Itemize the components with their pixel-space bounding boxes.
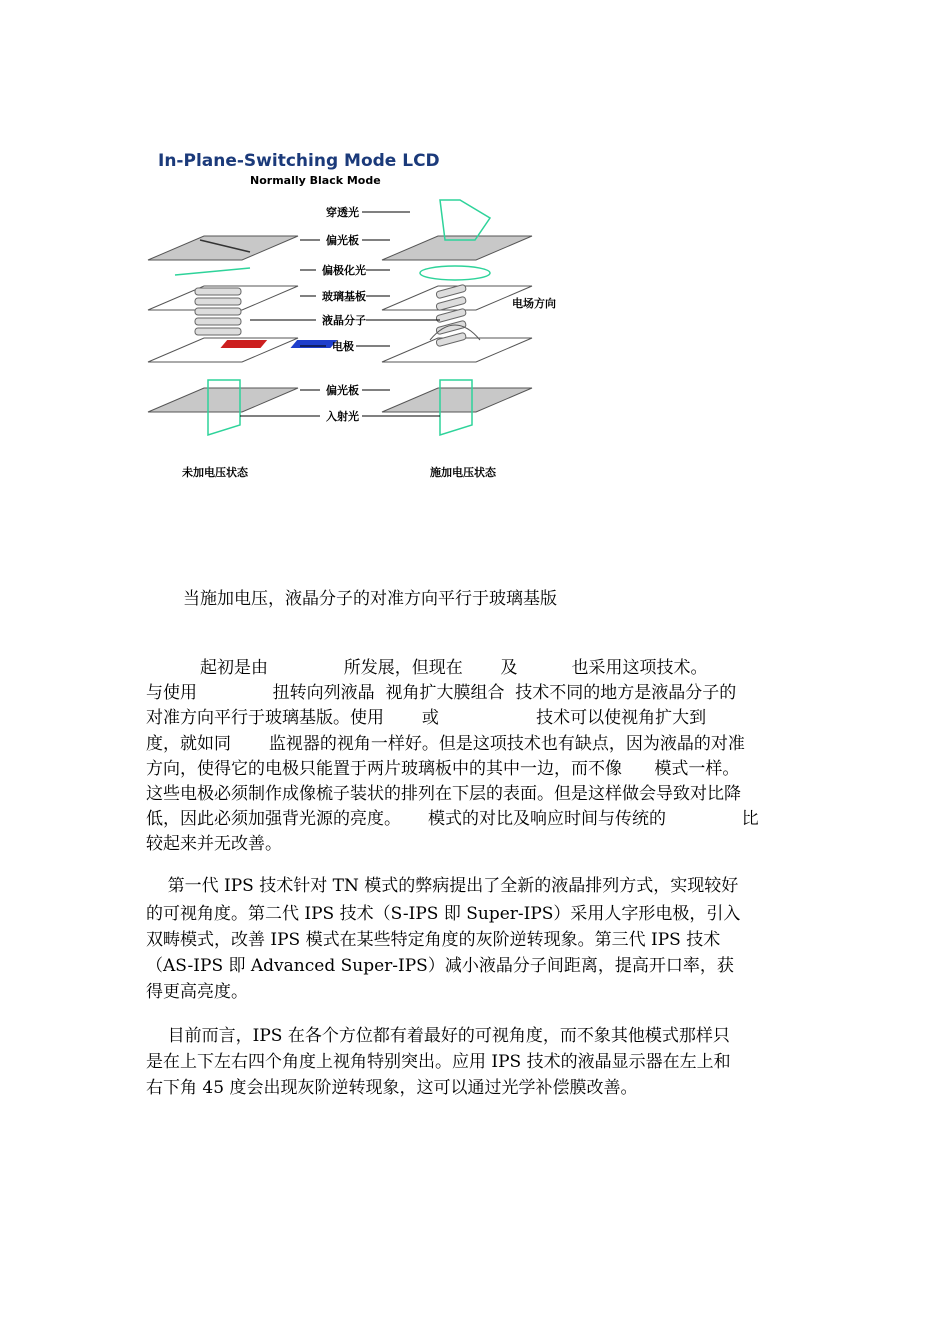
para1-line: 度，就如同 监视器的视角一样好。但是这项技术也有缺点，因为液晶的对准: [146, 734, 745, 754]
state-off-label: 未加电压状态: [182, 466, 248, 479]
para1-line: 低，因此必须加强背光源的亮度。 模式的对比及响应时间与传统的 比: [146, 809, 759, 829]
figure-caption: 当施加电压，液晶分子的对准方向平行于玻璃基版: [183, 589, 557, 609]
para2-line: 第一代 IPS 技术针对 TN 模式的弊病提出了全新的液晶排列方式，实现较好: [146, 876, 739, 896]
para2-line: （AS-IPS 即 Advanced Super-IPS）减小液晶分子间距离，提高开口率，获: [146, 956, 734, 976]
para2-line: 双畴模式，改善 IPS 模式在某些特定角度的灰阶逆转现象。第三代 IPS 技术: [146, 930, 721, 950]
para1-line: 较起来并无改善。: [146, 834, 282, 854]
label-incident-light: 入射光: [326, 410, 359, 423]
label-glass-substrate: 玻璃基板: [322, 290, 366, 303]
label-polarized-light: 偏极化光: [322, 264, 366, 277]
label-field-direction: 电场方向: [512, 297, 556, 310]
para1-line: 方向，使得它的电极只能置于两片玻璃板中的其中一边，而不像 模式一样。: [146, 759, 740, 779]
diagram-subtitle: Normally Black Mode: [250, 174, 381, 187]
label-polarizer-top: 偏光板: [326, 234, 359, 247]
para3-line: 右下角 45 度会出现灰阶逆转现象，这可以通过光学补偿膜改善。: [146, 1078, 638, 1098]
para2-line: 得更高亮度。: [146, 982, 248, 1002]
ips-diagram: [140, 140, 560, 490]
para3-line: 目前而言，IPS 在各个方位都有着最好的可视角度，而不象其他模式那样只: [146, 1026, 730, 1046]
state-on-label: 施加电压状态: [430, 466, 496, 479]
para1-line: 对准方向平行于玻璃基版。使用 或 技术可以使视角扩大到: [146, 708, 707, 728]
para1-line: 起初是由 所发展，但现在 及 也采用这项技术。: [146, 658, 708, 678]
label-transmitted-light: 穿透光: [326, 206, 359, 219]
label-electrode: 电极: [332, 340, 354, 353]
para1-line: 这些电极必须制作成像梳子装状的排列在下层的表面。但是这样做会导致对比降: [146, 784, 741, 804]
label-lc-molecules: 液晶分子: [322, 314, 366, 327]
para2-line: 的可视角度。第二代 IPS 技术（S-IPS 即 Super-IPS）采用人字形电极，引入: [146, 904, 741, 924]
para1-line: 与使用 扭转向列液晶 视角扩大膜组合 技术不同的地方是液晶分子的: [146, 683, 737, 703]
label-polarizer-bottom: 偏光板: [326, 384, 359, 397]
left-stack: [140, 236, 298, 435]
para3-line: 是在上下左右四个角度上视角特别突出。应用 IPS 技术的液晶显示器在左上和: [146, 1052, 731, 1072]
diagram-title: In-Plane-Switching Mode LCD: [158, 151, 440, 171]
